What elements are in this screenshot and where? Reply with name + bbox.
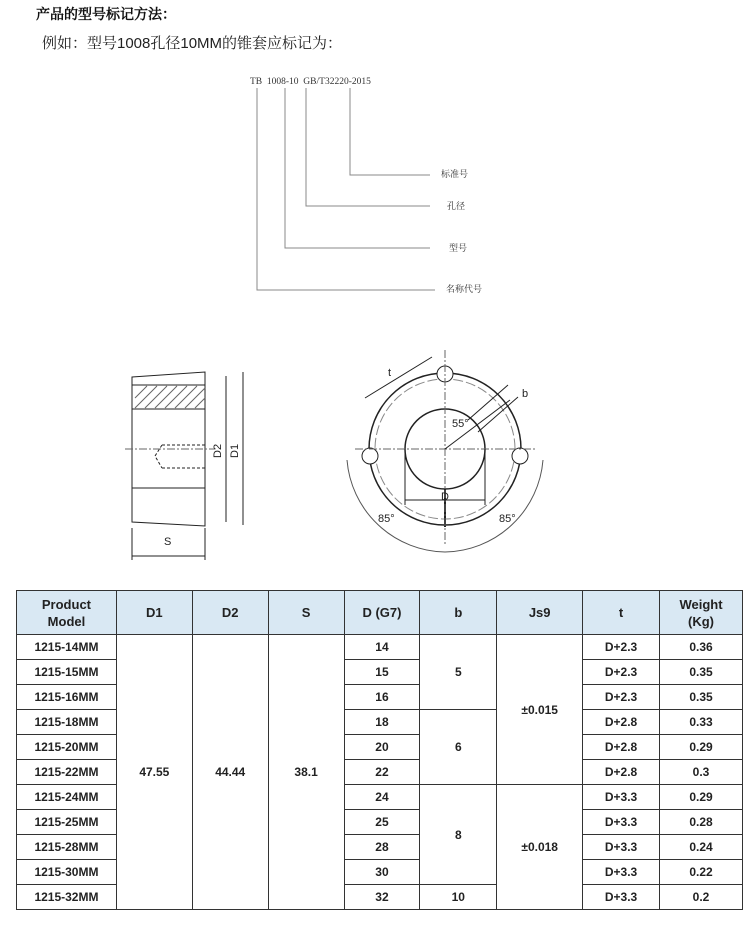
column-header: Weight (Kg) — [660, 591, 743, 635]
cell-js9: ±0.015 — [497, 635, 583, 785]
cell-t: D+2.8 — [583, 710, 660, 735]
cell-d: 14 — [344, 635, 420, 660]
cell-b: 5 — [420, 635, 497, 710]
cell-s: 38.1 — [268, 635, 344, 910]
cell-model: 1215-25MM — [17, 810, 117, 835]
cell-d: 24 — [344, 785, 420, 810]
designation-code: TB 1008-10 GB/T32220-2015 — [250, 77, 371, 87]
cell-model: 1215-20MM — [17, 735, 117, 760]
label-b: b — [522, 388, 529, 400]
cell-weight: 0.35 — [660, 660, 743, 685]
example-text: 例如：型号1008孔径10MM的锥套应标记为： — [42, 35, 343, 52]
cell-d: 18 — [344, 710, 420, 735]
cell-d: 15 — [344, 660, 420, 685]
cell-model: 1215-22MM — [17, 760, 117, 785]
side-view — [125, 372, 243, 560]
cell-model: 1215-16MM — [17, 685, 117, 710]
cell-weight: 0.2 — [660, 885, 743, 910]
cell-t: D+3.3 — [583, 810, 660, 835]
column-header: Product Model — [17, 591, 117, 635]
cell-model: 1215-14MM — [17, 635, 117, 660]
label-model: 型号 — [449, 244, 468, 254]
cell-d: 20 — [344, 735, 420, 760]
label-name-code: 名称代号 — [446, 285, 483, 295]
cell-model: 1215-32MM — [17, 885, 117, 910]
cell-t: D+2.8 — [583, 760, 660, 785]
label-d: D — [441, 491, 449, 503]
cell-t: D+2.3 — [583, 685, 660, 710]
cell-model: 1215-30MM — [17, 860, 117, 885]
cell-t: D+3.3 — [583, 885, 660, 910]
cell-model: 1215-15MM — [17, 660, 117, 685]
column-header: D1 — [116, 591, 192, 635]
spec-table — [16, 590, 743, 910]
cell-d1: 47.55 — [116, 635, 192, 910]
cell-weight: 0.36 — [660, 635, 743, 660]
cell-d: 28 — [344, 835, 420, 860]
cell-weight: 0.22 — [660, 860, 743, 885]
cell-t: D+2.3 — [583, 635, 660, 660]
section-title: 产品的型号标记方法： — [36, 6, 176, 22]
cell-t: D+3.3 — [583, 860, 660, 885]
cell-weight: 0.28 — [660, 810, 743, 835]
column-header: Js9 — [497, 591, 583, 635]
table-row — [17, 635, 743, 660]
column-header: S — [268, 591, 344, 635]
column-header: b — [420, 591, 497, 635]
label-85-left: 85° — [378, 513, 395, 525]
cell-d: 32 — [344, 885, 420, 910]
cell-weight: 0.24 — [660, 835, 743, 860]
cell-t: D+2.8 — [583, 735, 660, 760]
column-header: t — [583, 591, 660, 635]
label-t: t — [388, 367, 392, 379]
cell-weight: 0.29 — [660, 785, 743, 810]
cell-d: 30 — [344, 860, 420, 885]
column-header: D2 — [192, 591, 268, 635]
cell-d2: 44.44 — [192, 635, 268, 910]
front-view — [347, 350, 543, 552]
cell-t: D+3.3 — [583, 785, 660, 810]
cell-model: 1215-24MM — [17, 785, 117, 810]
label-standard: 标准号 — [441, 170, 469, 180]
label-55: 55° — [452, 418, 469, 430]
label-bore: 孔径 — [447, 202, 466, 212]
cell-b: 8 — [420, 785, 497, 885]
cell-model: 1215-28MM — [17, 835, 117, 860]
label-d2: D2 — [212, 443, 224, 458]
cell-weight: 0.3 — [660, 760, 743, 785]
cell-js9: ±0.018 — [497, 785, 583, 910]
label-s: S — [164, 536, 172, 548]
column-header: D (G7) — [344, 591, 420, 635]
cell-weight: 0.33 — [660, 710, 743, 735]
cell-model: 1215-18MM — [17, 710, 117, 735]
cell-d: 16 — [344, 685, 420, 710]
cell-t: D+3.3 — [583, 835, 660, 860]
cell-weight: 0.35 — [660, 685, 743, 710]
cell-b: 10 — [420, 885, 497, 910]
label-d1: D1 — [229, 443, 241, 458]
cell-weight: 0.29 — [660, 735, 743, 760]
cell-t: D+2.3 — [583, 660, 660, 685]
label-85-right: 85° — [499, 513, 516, 525]
cell-d: 22 — [344, 760, 420, 785]
cell-d: 25 — [344, 810, 420, 835]
cell-b: 6 — [420, 710, 497, 785]
